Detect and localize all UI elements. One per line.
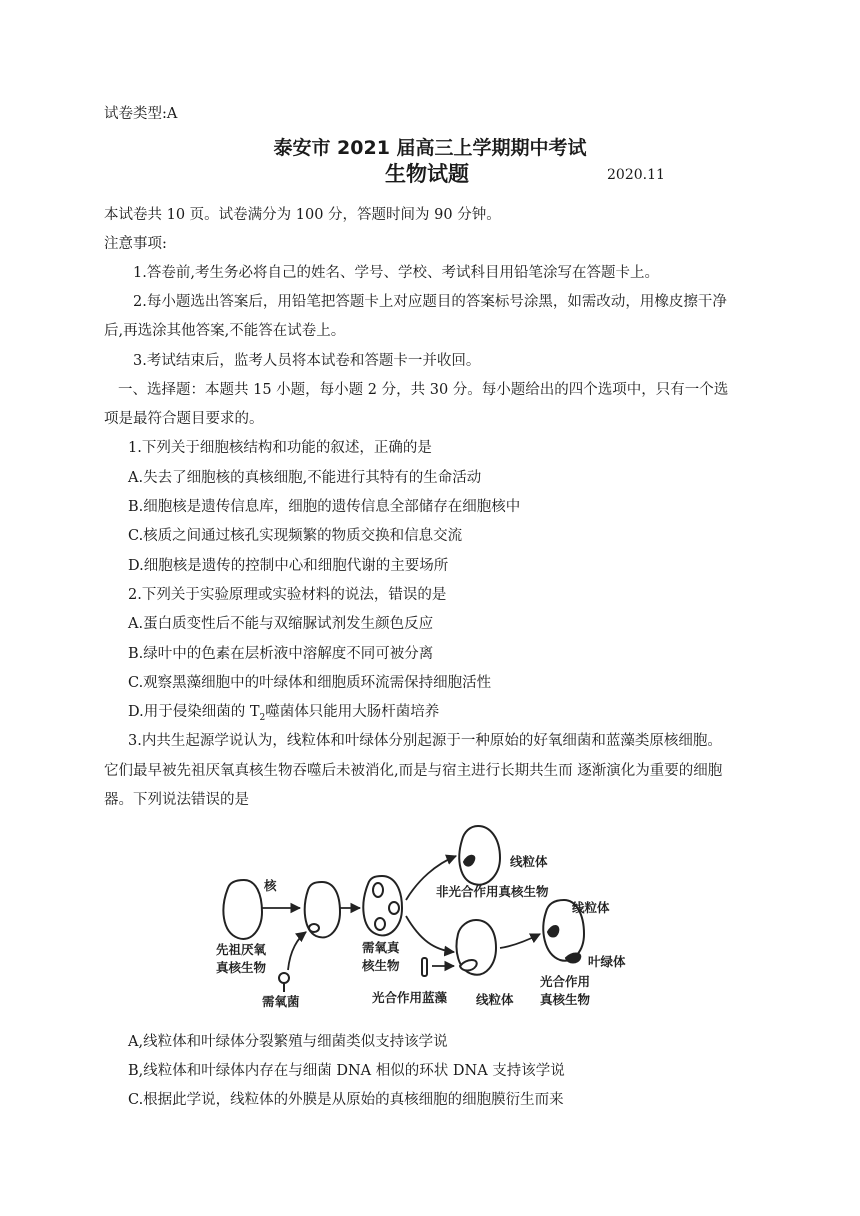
q3-stem-2: 它们最早被先祖厌氧真核生物吞噬后未被消化,而是与宿主进行长期共生而 逐渐演化为重要的细胞 [104,763,723,779]
subject-title: 生物试题 [385,162,469,186]
mitochondrion-3 [375,918,385,930]
label-chloroplast: 叶绿体 [588,954,626,969]
notice-2-cont: 后,再选涂其他答案,不能答在试卷上。 [104,323,346,339]
ancestor-cell [223,880,262,939]
aerobic-bacterium [279,973,289,983]
label-ancestor-1: 先祖厌氧 [216,942,267,957]
q1-option-d: D.细胞核是遗传的控制中心和细胞代谢的主要场所 [128,558,449,574]
section-1-instructions: 一、选择题：本题共 15 小题，每小题 2 分，共 30 分。每小题给出的四个选项中，只有一个选 [118,382,729,398]
q1-option-b: B.细胞核是遗传信息库，细胞的遗传信息全部储存在细胞核中 [128,499,521,515]
label-photo-euk-1: 光合作用 [540,974,591,989]
label-mito-bottom: 线粒体 [476,992,514,1007]
q3-stem-3: 器。下列说法错误的是 [104,792,249,808]
section-1-instructions-cont: 项是最符合题目要求的。 [104,411,264,427]
q1-option-c: C.核质之间通过核孔实现频繁的物质交换和信息交流 [128,528,463,544]
notice-heading: 注意事项: [104,236,167,252]
label-aerobic-euk-2: 核生物 [362,958,400,973]
q2-option-c: C.观察黑藻细胞中的叶绿体和细胞质环流需保持细胞活性 [128,675,492,691]
label-aerobic-euk-1: 需氧真 [362,940,400,955]
q2-option-b: B.绿叶中的色素在层析液中溶解度不同可被分离 [128,646,434,662]
q3-option-b: B,线粒体和叶绿体内存在与细菌 DNA 相似的环状 DNA 支持该学说 [128,1063,565,1079]
paper-type: 试卷类型:A [104,106,178,122]
mitochondrion-2 [389,902,399,914]
q3-stem-1: 3.内共生起源学说认为，线粒体和叶绿体分别起源于一种原始的好氧细菌和蓝藻类原核细胞。 [128,733,722,749]
q2-option-a: A.蛋白质变性后不能与双缩脲试剂发生颜色反应 [128,616,434,632]
notice-3: 3.考试结束后，监考人员将本试卷和答题卡一并收回。 [133,353,481,369]
q1-option-a: A.失去了细胞核的真核细胞,不能进行其特有的生命活动 [128,470,482,486]
label-mito-right: 线粒体 [572,900,610,915]
engulfed-bacterium [309,924,319,932]
endosymbiosis-figure [210,820,640,1020]
q2-option-d: D.用于侵染细菌的 $T_2$噬菌体只能用大肠杆菌培养 [128,704,440,723]
label-cyanobacteria: 光合作用蓝藻 [372,990,448,1005]
exam-date: 2020.11 [607,167,665,183]
intro-text: 本试卷共 10 页。试卷满分为 100 分，答题时间为 90 分钟。 [104,207,501,223]
notice-2: 2.每小题选出答案后，用铅笔把答题卡上对应题目的答案标号涂黑，如需改动，用橡皮擦干净 [133,294,727,310]
notice-1: 1.答卷前,考生务必将自己的姓名、学号、学校、考试科目用铅笔涂写在答题卡上。 [133,265,659,281]
label-mito-top: 线粒体 [510,854,548,869]
q3-option-a: A,线粒体和叶绿体分裂繁殖与细菌类似支持该学说 [128,1034,448,1050]
non-photo-eukaryote-cell [459,826,500,885]
q3-option-c: C.根据此学说，线粒体的外膜是从原始的真核细胞的细胞膜衍生而来 [128,1092,564,1108]
cyanobacterium [422,958,427,976]
label-aerobic-bacteria: 需氧菌 [262,994,300,1009]
exam-title: 泰安市 2021 届高三上学期期中考试 [273,137,587,159]
label-nucleus: 核 [264,878,277,893]
q1-stem: 1.下列关于细胞核结构和功能的叙述，正确的是 [128,440,432,456]
mitochondrion-1 [373,883,383,897]
label-non-photo: 非光合作用真核生物 [436,884,549,899]
q2-stem: 2.下列关于实验原理或实验材料的说法，错误的是 [128,587,447,603]
label-ancestor-2: 真核生物 [216,960,267,975]
label-photo-euk-2: 真核生物 [540,992,591,1007]
